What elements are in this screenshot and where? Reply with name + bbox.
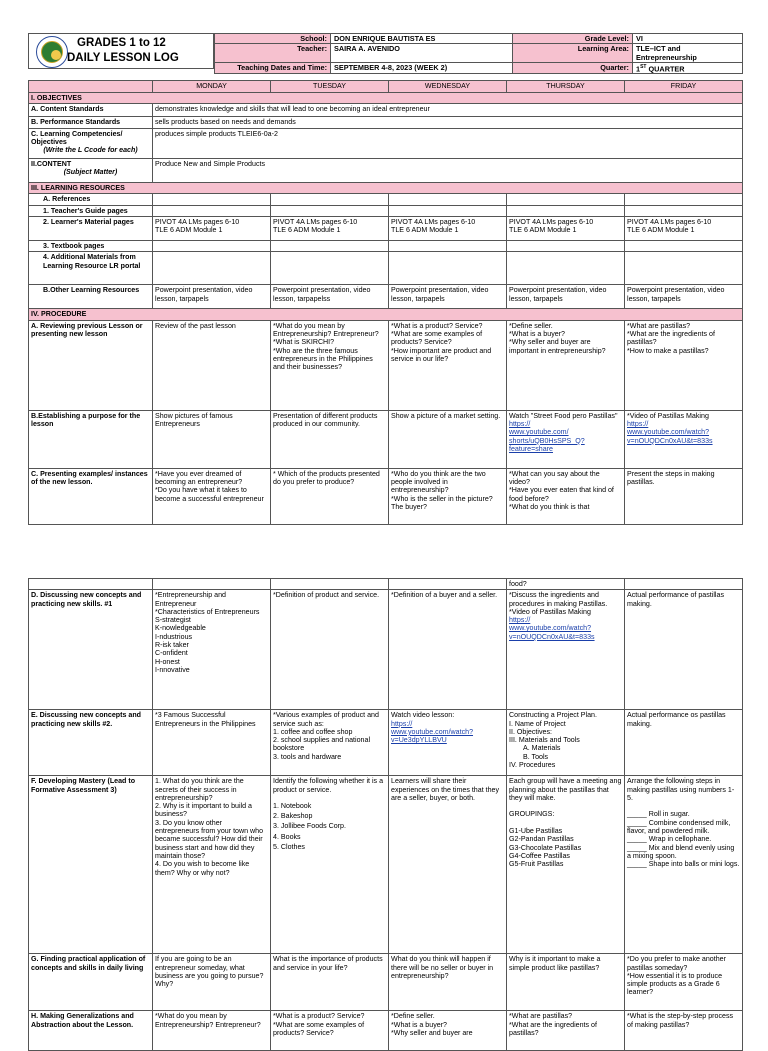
objectives-heading: I. OBJECTIVES (29, 93, 743, 104)
procedure-a-tue: *What do you mean by Entrepreneurship? Entrepreneur? *What is SKIRCHI? *Who are the three famous entrepreneurs in the Philippines and their businesses? (271, 320, 389, 410)
product-service-video-link[interactable]: https:// www.youtube.com/watch? v=Ue3dpYLLBVU (391, 719, 474, 745)
f-tue-item-2: 2. Bakeshop (273, 812, 313, 821)
content-label: II.CONTENT (Subject Matter) (29, 158, 153, 182)
lesson-log-table-page1 (28, 80, 743, 525)
procedure-d-wed: *Definition of a buyer and a seller. (389, 590, 507, 710)
procedure-g-label: G. Finding practical application of concepts and skills in daily living (29, 954, 153, 1011)
lesson-log-page1 (28, 80, 742, 525)
dates-value: SEPTEMBER 4-8, 2023 (WEEK 2) (331, 63, 513, 74)
procedure-g-wed: What do you think will happen if there will be no seller or buyer in entrepreneurship? (389, 954, 507, 1011)
learners-material-mon: PIVOT 4A LMs pages 6-10 TLE 6 ADM Module 1 (153, 217, 271, 241)
learners-material-label: 2. Learner's Material pages (29, 217, 153, 241)
procedure-f-thu: Each group will have a meeting ang planning about the pastillas that they will make. GROUPINGS: G1-Ube Pastillas G2-Pandan Pastillas G3-Chocolate Pastillas G4-Coffee Pastillas G5-Fruit Pastillas (507, 776, 625, 954)
lesson-log-table-page2 (28, 578, 743, 1051)
procedure-c-tue: * Which of the products presented do you prefer to produce? (271, 468, 389, 524)
day-friday: FRIDAY (625, 81, 743, 93)
project-plan-item-4: IV. Procedures (509, 761, 556, 770)
lesson-log-page2 (28, 578, 742, 1051)
learners-material-thu: PIVOT 4A LMs pages 6-10 TLE 6 ADM Module 1 (507, 217, 625, 241)
procedure-h-wed: *Define seller. *What is a buyer? *Why seller and buyer are (389, 1011, 507, 1051)
procedure-g-mon: If you are going to be an entrepreneur someday, what business are you going to pursue? Why? (153, 954, 271, 1011)
grade-level-value: VI (633, 34, 743, 44)
textbook-pages-label: 3. Textbook pages (29, 241, 153, 252)
procedure-f-label: F. Developing Mastery (Lead to Formative Assessment 3) (29, 776, 153, 954)
day-monday: MONDAY (153, 81, 271, 93)
procedure-a-thu: *Define seller. *What is a buyer? *Why seller and buyer are important in entrepreneurship? (507, 320, 625, 410)
procedure-h-mon: *What do you mean by Entrepreneurship? Entrepreneur? (153, 1011, 271, 1051)
day-tuesday: TUESDAY (271, 81, 389, 93)
project-plan-item-1: I. Name of Project (509, 719, 566, 728)
procedure-f-tue: Identify the following whether it is a product or service. 1. Notebook 2. Bakeshop 3. Jollibee Foods Corp. 4. Books 5. Clothes (271, 776, 389, 954)
learning-competencies-label: C. Learning Competencies/ Objectives (Write the L Ccode for each) (29, 128, 153, 158)
procedure-b-fri: *Video of Pastillas Making https:// www.youtube.com/watch? v=nOUQDCn0xAU&t=833s (625, 410, 743, 468)
day-thursday: THURSDAY (507, 81, 625, 93)
f-tue-item-1: 1. Notebook (273, 801, 312, 810)
project-plan-item-3: III. Materials and Tools (509, 736, 580, 745)
procedure-e-mon: *3 Famous Successful Entrepreneurs in the Philippines (153, 710, 271, 776)
quarter-label: Quarter: (513, 63, 633, 74)
header-title-line1: GRADES 1 to 12 (77, 37, 166, 49)
header-title-box (28, 33, 214, 69)
procedure-d-thu: *Discuss the ingredients and procedures in making Pastillas. *Video of Pastillas Making https:// www.youtube.com/watch? v=nOUQDCn0xAU&t=833s (507, 590, 625, 710)
other-resources-tue: Powerpoint presentation, video lesson, tarpapelss (271, 285, 389, 309)
other-resources-mon: Powerpoint presentation, video lesson, tarpapels (153, 285, 271, 309)
school-label: School: (215, 34, 331, 44)
learners-material-fri: PIVOT 4A LMs pages 6-10 TLE 6 ADM Module 1 (625, 217, 743, 241)
procedure-a-fri: *What are pastillas? *What are the ingredients of pastillas? *How to make a pastillas? (625, 320, 743, 410)
header (28, 33, 742, 74)
learning-resources-heading: III. LEARNING RESOURCES (29, 182, 743, 193)
procedure-b-mon: Show pictures of famous Entrepreneurs (153, 410, 271, 468)
header-info-table (214, 33, 743, 74)
procedure-h-fri: *What is the step-by-step process of making pastillas? (625, 1011, 743, 1051)
procedure-b-wed: Show a picture of a market setting. (389, 410, 507, 468)
procedure-c-thu: *What can you say about the video? *Have you ever eaten that kind of food before? *What do you think is that (507, 468, 625, 524)
procedure-d-label: D. Discussing new concepts and practicing new skills. #1 (29, 590, 153, 710)
days-header-row (29, 81, 743, 93)
learners-material-tue: PIVOT 4A LMs pages 6-10 TLE 6 ADM Module 1 (271, 217, 389, 241)
procedure-c-mon: *Have you ever dreamed of becoming an entrepreneur? *Do you have what it takes to become a successful entrepreneur (153, 468, 271, 524)
e-tue-item-1: 1. coffee and coffee shop (273, 727, 353, 736)
e-tue-item-2: 2. school supplies and national bookstore (273, 736, 371, 753)
procedure-c-thu-continued: food? (507, 579, 625, 590)
e-tue-item-3: 3. tools and hardware (273, 752, 342, 761)
procedure-h-thu: *What are pastillas? *What are the ingredients of pastillas? (507, 1011, 625, 1051)
procedure-b-tue: Presentation of different products produced in our community. (271, 410, 389, 468)
procedure-f-wed: Learners will share their experiences on the times that they are a seller, buyer, or both. (389, 776, 507, 954)
performance-standards-label: B. Performance Standards (29, 117, 153, 128)
procedure-e-tue: *Various examples of product and service such as: 1. coffee and coffee shop 2. school supplies and national bookstore 3. tools and hardware (271, 710, 389, 776)
dates-label: Teaching Dates and Time: (215, 63, 331, 74)
procedure-d-tue: *Definition of product and service. (271, 590, 389, 710)
procedure-a-wed: *What is a product? Service? *What are some examples of products? Service? *How important are product and service in our life? (389, 320, 507, 410)
procedure-e-thu: Constructing a Project Plan. I. Name of Project II. Objectives: III. Materials and Tools A. Materials B. Tools IV. Procedures (507, 710, 625, 776)
learning-area-value: TLE–ICT and Entrepreneurship (633, 44, 743, 63)
procedure-g-tue: What is the importance of products and service in your life? (271, 954, 389, 1011)
other-resources-fri: Powerpoint presentation, video lesson, tarpapels (625, 285, 743, 309)
pastillas-video-link[interactable]: https:// www.youtube.com/watch? v=nOUQDCn0xAU&t=833s (627, 420, 713, 445)
procedure-g-thu: Why is it important to make a simple product like pastillas? (507, 954, 625, 1011)
f-tue-item-4: 4. Books (273, 832, 301, 841)
procedure-c-label: C. Presenting examples/ instances of the new lesson. (29, 468, 153, 524)
references-label: A. References (29, 193, 153, 205)
f-tue-item-3: 3. Jollibee Foods Corp. (273, 822, 346, 831)
procedure-b-thu: Watch "Street Food pero Pastillas" https:// www.youtube.com/ shorts/uQB0HsSPS_Q? feature=share (507, 410, 625, 468)
procedure-c-wed: *Who do you think are the two people involved in entrepreneurship? *Who is the seller in the picture? The buyer? (389, 468, 507, 524)
content-standards-value: demonstrates knowledge and skills that will lead to one becoming an ideal entrepreneur (153, 104, 743, 117)
project-plan-item-2: II. Objectives: (509, 727, 552, 736)
school-value: DON ENRIQUE BAUTISTA ES (331, 34, 513, 44)
procedure-f-mon: 1. What do you think are the secrets of their success in entrepreneurship? 2. Why is it important to build a business? 3. Do you know other entrepreneurs from your town who became successful? How did their business start and how did they maintain those? 4. Do you wish to become like them? Why or why not? (153, 776, 271, 954)
other-resources-label: B.Other Learning Resources (29, 285, 153, 309)
learning-area-label: Learning Area: (513, 44, 633, 63)
other-resources-thu: Powerpoint presentation, video lesson, tarpapels (507, 285, 625, 309)
teacher-value: SAIRA A. AVENIDO (331, 44, 513, 63)
procedure-e-wed: Watch video lesson: https:// www.youtube.com/watch? v=Ue3dpYLLBVU (389, 710, 507, 776)
procedure-g-fri: *Do you prefer to make another pastillas someday? *How essential it is to produce simple products as a Grade 6 learner? (625, 954, 743, 1011)
additional-materials-label: 4. Additional Materials from Learning Resource LR portal (29, 252, 153, 285)
subject-matter-value: Produce New and Simple Products (153, 158, 743, 182)
learners-material-wed: PIVOT 4A LMs pages 6-10 TLE 6 ADM Module 1 (389, 217, 507, 241)
procedure-a-mon: Review of the past lesson (153, 320, 271, 410)
pastillas-making-video-link[interactable]: https:// www.youtube.com/watch? v=nOUQDCn0xAU&t=833s (509, 616, 595, 641)
quarter-value: 1ST QUARTER (633, 63, 743, 74)
street-food-video-link[interactable]: https:// www.youtube.com/ shorts/uQB0HsSPS_Q? feature=share (509, 420, 585, 453)
f-tue-item-5: 5. Clothes (273, 843, 305, 852)
procedure-e-label: E. Discussing new concepts and practicing new skills #2. (29, 710, 153, 776)
procedure-e-fri: Actual performance os pastillas making. (625, 710, 743, 776)
header-title-line2: DAILY LESSON LOG (67, 52, 179, 64)
procedure-h-tue: *What is a product? Service? *What are some examples of products? Service? (271, 1011, 389, 1051)
grade-level-label: Grade Level: (513, 34, 633, 44)
procedure-b-label: B.Establishing a purpose for the lesson (29, 410, 153, 468)
content-standards-label: A. Content Standards (29, 104, 153, 117)
procedure-d-fri: Actual performance of pastillas making. (625, 590, 743, 710)
procedure-h-label: H. Making Generalizations and Abstraction about the Lesson. (29, 1011, 153, 1051)
teachers-guide-label: 1. Teacher's Guide pages (29, 205, 153, 216)
procedure-d-mon: *Entrepreneurship and Entrepreneur *Characteristics of Entrepreneurs S-strategist K-nowledgeable I-ndustrious R-isk taker C-onfident H-onest I-nnovative (153, 590, 271, 710)
project-plan-sub-1: A. Materials (523, 744, 561, 753)
procedure-f-fri: Arrange the following steps in making pastillas using numbers 1-5. _____ Roll in sugar. _____ Combine condensed milk, flavor, and powdered milk. _____ Wrap in cellophane. _____ Mix and blend evenly using a mixing spoon. _____ Shape into balls or mini logs. (625, 776, 743, 954)
learning-competencies-value: produces simple products TLEIE6-0a-2 (153, 128, 743, 158)
teacher-label: Teacher: (215, 44, 331, 63)
procedure-a-label: A. Reviewing previous Lesson or presenting new lesson (29, 320, 153, 410)
performance-standards-value: sells products based on needs and demands (153, 117, 743, 128)
procedure-heading: IV. PROCEDURE (29, 309, 743, 320)
other-resources-wed: Powerpoint presentation, video lesson, tarpapels (389, 285, 507, 309)
procedure-c-fri: Present the steps in making pastillas. (625, 468, 743, 524)
day-wednesday: WEDNESDAY (389, 81, 507, 93)
project-plan-sub-2: B. Tools (523, 752, 549, 761)
